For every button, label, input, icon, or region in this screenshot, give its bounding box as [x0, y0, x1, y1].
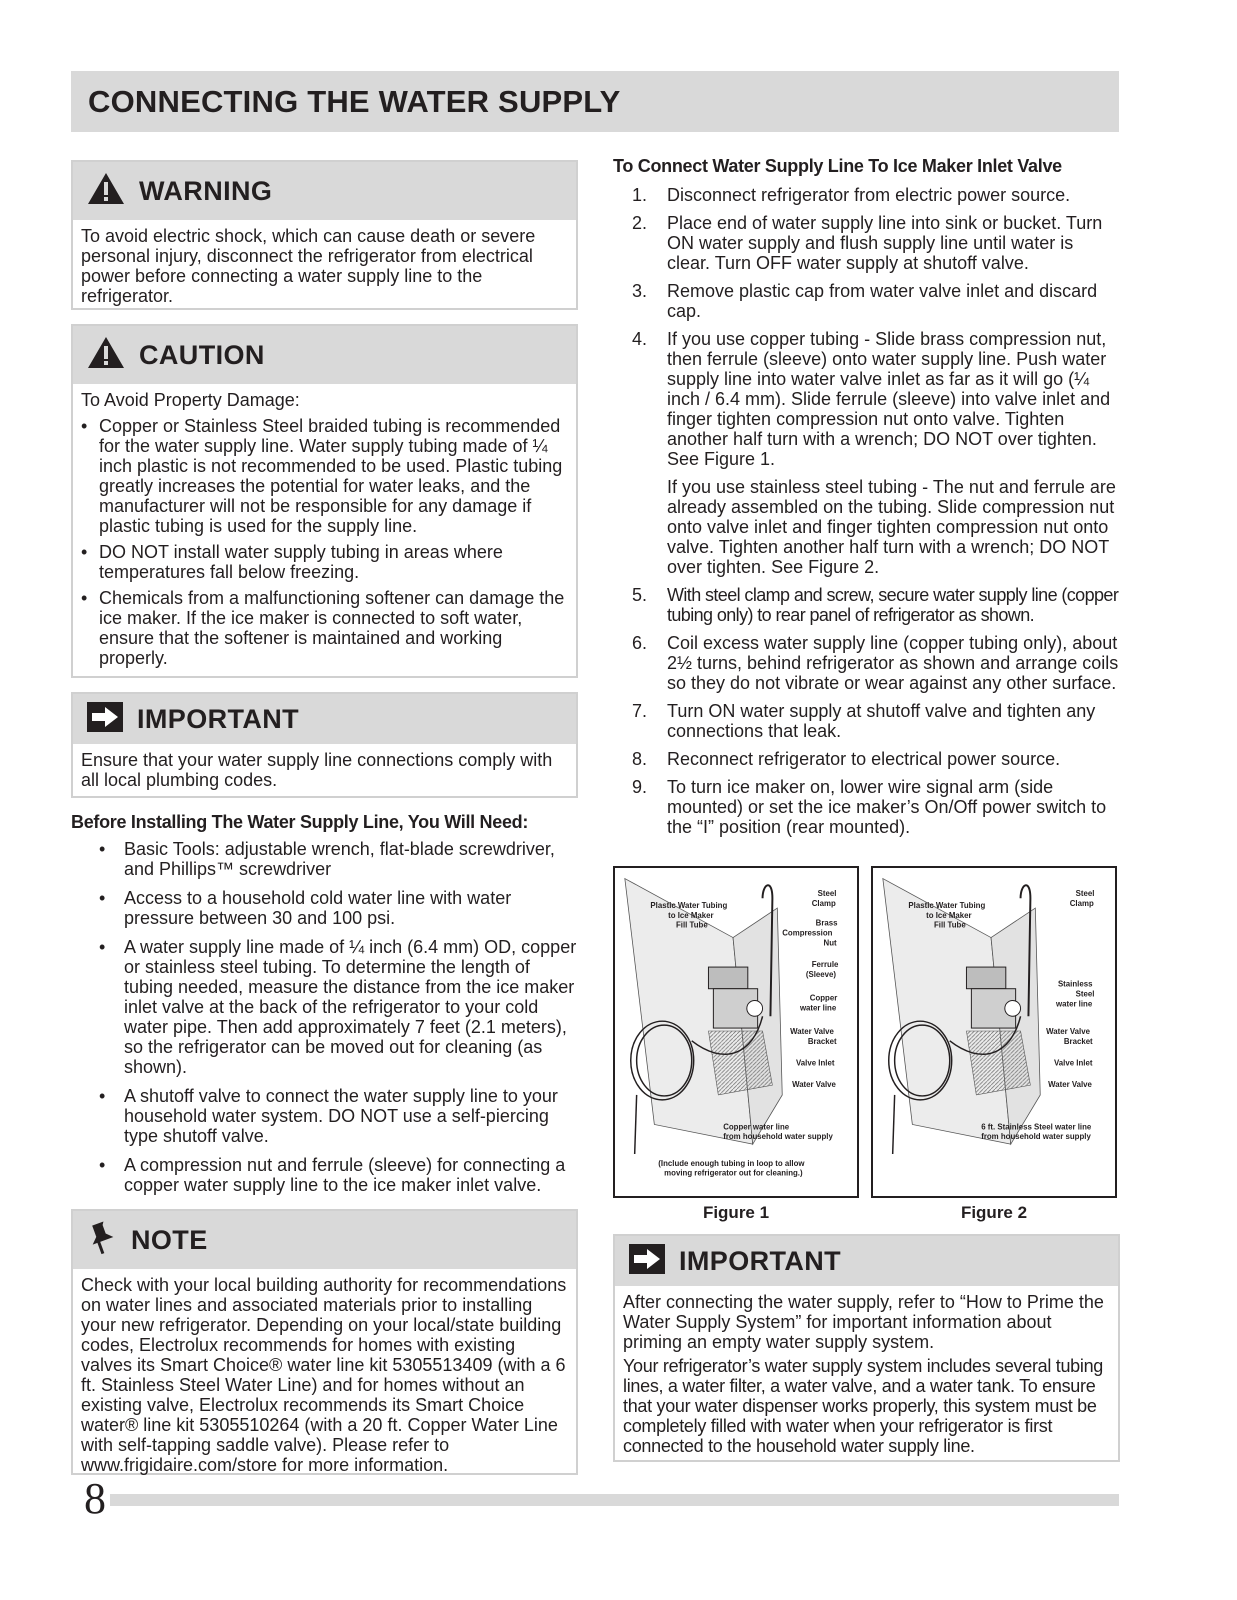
fig2-label: water line [1055, 999, 1093, 1009]
fig2-label: to Ice Maker [926, 910, 972, 920]
fig1-label: Water Valve [790, 1026, 834, 1036]
steps-list [613, 185, 1120, 837]
steps-title: To Connect Water Supply Line To Ice Maker Inlet Valve [613, 156, 1062, 176]
warning-text: To avoid electric shock, which can cause death or severe personal injury, disconnect the refrigerator from electrical power before connecting a water supply line to the refrigerator. [81, 226, 536, 306]
warning-box [71, 160, 578, 310]
fig2-label: Water Valve [1048, 1080, 1092, 1090]
fig1-label: Ferrule [811, 960, 839, 970]
fig2-label: Plastic Water Tubing [908, 901, 986, 911]
pushpin-icon [87, 1221, 117, 1260]
note-body [73, 1269, 576, 1485]
needs-item: • Basic Tools: adjustable wrench, flat-blade screwdriver, and Phillips™ screwdriver [71, 839, 578, 879]
step-text: To turn ice maker on, lower wire signal arm (side mounted) or set the ice maker’s On/Off power switch to the “I” position (rear mounted). [667, 777, 1107, 837]
fig1-label: Fill Tube [675, 920, 708, 930]
important-header-2 [615, 1236, 1118, 1286]
important-body-2 [615, 1286, 1118, 1466]
note-header [73, 1211, 576, 1269]
important-title-2: IMPORTANT [679, 1245, 842, 1276]
fig2-label: Stainless [1057, 979, 1093, 989]
fig1-label: Bracket [807, 1036, 837, 1046]
warning-header [73, 162, 576, 220]
step-number: 5. [632, 585, 648, 605]
fig1-label: Compression [782, 928, 833, 938]
fig1-label: Copper water line [723, 1122, 790, 1132]
caution-item: • Chemicals from a malfunctioning softener can damage the ice maker. If the ice maker is connected to soft water, ensure that the softener is maintained and working properly. [81, 588, 568, 668]
caution-box [71, 324, 578, 678]
fig1-label: Nut [823, 938, 837, 948]
fig1-label: to Ice Maker [668, 910, 714, 920]
step-text: If you use stainless steel tubing - The nut and ferrule are already assembled on the tubing. Slide compression nut onto valve inlet and finger tighten compression nut onto valve. Tighten another half turn with a wrench; DO NOT over tighten. See Figure 2. [667, 477, 1116, 577]
page-header [71, 71, 1119, 132]
step-text: Reconnect refrigerator to electrical power source. [667, 749, 1061, 769]
step-text: With steel clamp and screw, secure water supply line (copper tubing only) to rear panel of refrigerator as shown. [667, 585, 1119, 625]
important-body-1 [73, 744, 576, 800]
fig2-label: Fill Tube [933, 920, 966, 930]
fig1-label: (Include enough tubing in loop to allow [658, 1158, 805, 1168]
important-box-2 [613, 1234, 1120, 1462]
fig1-label: Brass [815, 918, 838, 928]
caution-body [73, 384, 576, 680]
caution-list [81, 416, 568, 668]
step-number: 3. [632, 281, 648, 301]
page-number: 8 [84, 1474, 106, 1523]
step-number: 2. [632, 213, 648, 233]
fig1-label: from household water supply [723, 1132, 833, 1142]
step-item [613, 777, 1120, 837]
warning-triangle-icon [87, 172, 125, 210]
step-number: 4. [632, 329, 648, 349]
fig1-label: Copper [809, 993, 838, 1003]
fig2-label: Valve Inlet [1054, 1058, 1093, 1068]
important-title-1: IMPORTANT [137, 703, 300, 734]
step-text: Turn ON water supply at shutoff valve and tighten any connections that leak. [667, 701, 1096, 741]
note-text: Check with your local building authority for recommendations on water lines and associated materials prior to installing your new refrigerator. Depending on your local/state building codes, Electrolux recommends for homes with existing valves its Smart Choice® water line kit 5305513409 (with a 6 ft. Stainless Steel Water Line) and for homes without an existing valve, Electrolux recommends its Smart Choice water® line kit 5305510264 (with a 20 ft. Copper Water Line with self-tapping saddle valve). Please refer to www.frigidaire.com/store for more information. [81, 1275, 567, 1475]
needs-item: • A compression nut and ferrule (sleeve) for connecting a copper water supply line to the ice maker inlet valve. [71, 1155, 578, 1195]
step-text: If you use copper tubing - Slide brass compression nut, then ferrule (sleeve) onto water supply line. Push water supply line into water valve inlet as far as it will go (¼ inch / 6.4 mm). Slide ferrule (sleeve) into valve inlet and finger tighten compression nut onto valve. Tighten another half turn with a wrench; DO NOT over tighten. See Figure 1. [667, 329, 1111, 469]
fig1-label: Steel [817, 889, 837, 899]
step-item [613, 185, 1120, 205]
warning-title: WARNING [139, 175, 273, 206]
needs-title: Before Installing The Water Supply Line, You Will Need: [71, 812, 529, 832]
step-text: Place end of water supply line into sink or bucket. Turn ON water supply and flush supply line until water is clear. Turn OFF water supply at shutoff valve. [667, 213, 1103, 273]
fig2-label: Steel [1075, 889, 1095, 899]
caution-item: • Copper or Stainless Steel braided tubing is recommended for the water supply line. Water supply tubing made of ¼ inch plastic is not recommended to be used. Plastic tubing greatly increases the potential for water leaks, and the manufacturer will not be responsible for any damage if plastic tubing is used for the supply line. [81, 416, 568, 536]
warning-body [73, 220, 576, 316]
step-number: 6. [632, 633, 648, 653]
fig1-label: Plastic Water Tubing [650, 901, 728, 911]
caution-title: CAUTION [139, 339, 265, 370]
caution-intro: To Avoid Property Damage: [81, 390, 300, 410]
step-number: 1. [632, 185, 648, 205]
figure-2 [871, 866, 1117, 1198]
fig1-label: Valve Inlet [796, 1058, 835, 1068]
note-title: NOTE [131, 1224, 208, 1255]
important-header-1 [73, 694, 576, 744]
fig1-label: moving refrigerator out for cleaning.) [664, 1168, 803, 1178]
step-item [613, 749, 1120, 769]
step-item [613, 213, 1120, 273]
figure-1-caption: Figure 1 [702, 1203, 770, 1222]
figure-1-illustration [615, 868, 857, 1196]
fig1-label: Clamp [811, 899, 836, 909]
important-box-1 [71, 692, 578, 798]
note-box [71, 1209, 578, 1475]
important-text-2: After connecting the water supply, refer to “How to Prime the Water Supply System” for important information about priming an empty water supply system. [623, 1292, 1104, 1352]
needs-item: • A shutoff valve to connect the water supply line to your household water system. DO NOT use a self-piercing type shutoff valve. [71, 1086, 578, 1146]
fig2-label: 6 ft. Stainless Steel water line [981, 1122, 1092, 1132]
step-text: Disconnect refrigerator from electric power source. [667, 185, 1071, 205]
figure-2-illustration [873, 868, 1115, 1196]
fig2-label: Steel [1075, 989, 1095, 999]
step-item [613, 585, 1120, 625]
page-title: CONNECTING THE WATER SUPPLY [88, 84, 621, 119]
needs-item: • Access to a household cold water line with water pressure between 30 and 100 psi. [71, 888, 578, 928]
fig2-label: from household water supply [981, 1132, 1091, 1142]
figure-2-caption: Figure 2 [960, 1203, 1028, 1222]
step-item [613, 329, 1120, 577]
fig1-label: water line [799, 1003, 837, 1013]
fig2-label: Clamp [1069, 899, 1094, 909]
fig1-label: (Sleeve) [805, 969, 837, 979]
caution-triangle-icon [87, 336, 125, 374]
step-item [613, 701, 1120, 741]
step-number: 7. [632, 701, 648, 721]
caution-header [73, 326, 576, 384]
important-text-2: Your refrigerator’s water supply system includes several tubing lines, a water filter, a water valve, and a water tank. To ensure that your water dispenser works properly, this system must be completely filled with water when your refrigerator is first connected to the household water supply line. [623, 1356, 1104, 1456]
step-text: Remove plastic cap from water valve inlet and discard cap. [667, 281, 1098, 321]
right-column [613, 156, 1120, 845]
fig2-label: Water Valve [1046, 1026, 1090, 1036]
needs-list [71, 839, 578, 1195]
step-number: 9. [632, 777, 648, 797]
footer-bar [110, 1494, 1119, 1506]
needs-item: • A water supply line made of ¼ inch (6.4 mm) OD, copper or stainless steel tubing. To determine the length of tubing needed, measure the distance from the ice maker inlet valve at the back of the refrigerator to your cold water pipe. Then add approximately 7 feet (2.1 meters), so the refrigerator can be moved out for cleaning (as shown). [71, 937, 578, 1077]
caution-item: • DO NOT install water supply tubing in areas where temperatures fall below freezing. [81, 542, 568, 582]
step-item [613, 281, 1120, 321]
figure-1 [613, 866, 859, 1198]
step-number: 8. [632, 749, 648, 769]
important-text-1: Ensure that your water supply line connections comply with all local plumbing codes. [81, 750, 553, 790]
arrow-right-icon [629, 1244, 665, 1279]
arrow-right-icon [87, 702, 123, 737]
step-item [613, 633, 1120, 693]
left-column [71, 160, 578, 1489]
fig1-label: Water Valve [792, 1080, 836, 1090]
fig2-label: Bracket [1063, 1036, 1093, 1046]
step-text: Coil excess water supply line (copper tubing only), about 2½ turns, behind refrigerator as shown and arrange coils so they do not vibrate or wear against any other surface. [667, 633, 1119, 693]
